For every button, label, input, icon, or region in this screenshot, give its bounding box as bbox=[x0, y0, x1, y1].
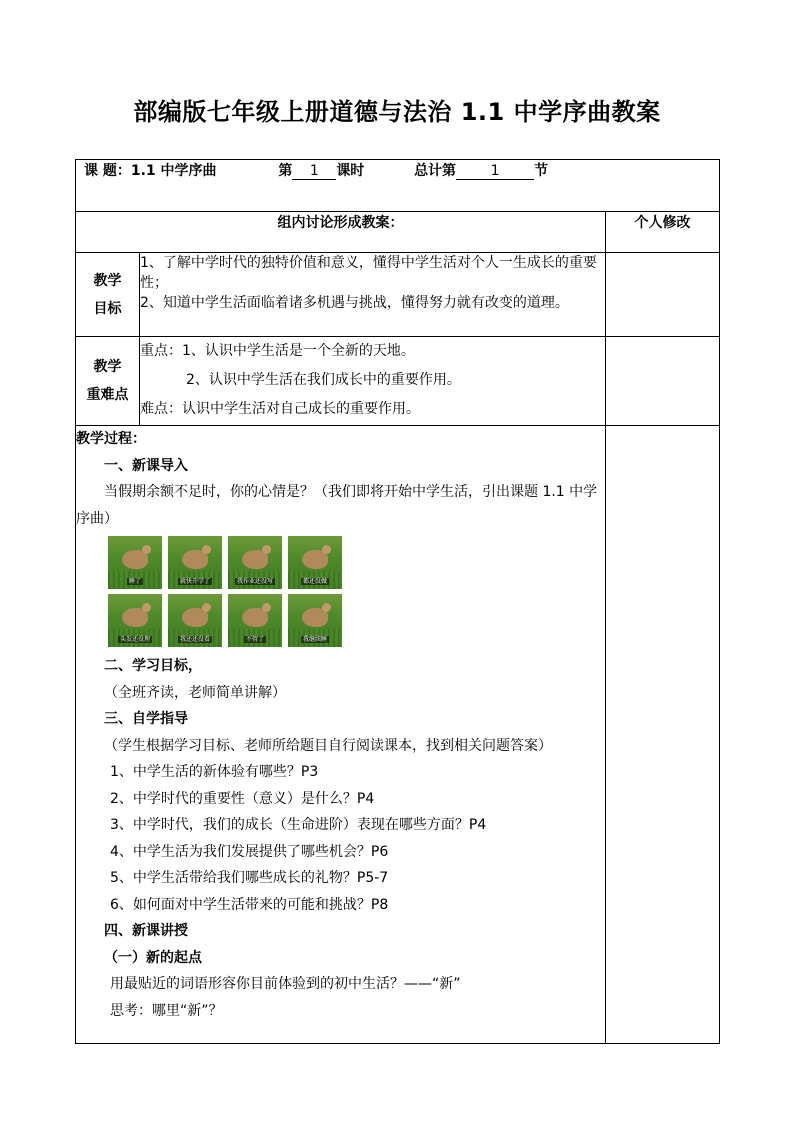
total-suffix: 节 bbox=[534, 163, 549, 179]
document-title: 部编版七年级上册道德与法治 1.1 中学序曲教案 bbox=[133, 98, 661, 126]
section-4-text-2: 思考：哪里“新”？ bbox=[110, 1002, 223, 1019]
topic-label: 课 题： bbox=[84, 163, 131, 179]
goals-row bbox=[76, 253, 720, 337]
meme-thumbnail bbox=[228, 536, 282, 589]
header-cell bbox=[76, 160, 720, 212]
keypoints-row bbox=[76, 337, 720, 426]
keypoints-content bbox=[140, 337, 606, 426]
group-plan-heading: 组内讨论形成教案： bbox=[76, 212, 606, 253]
question-4: 4、中学生活为我们发展提供了哪些机会？P6 bbox=[110, 843, 389, 860]
section-3-title: 三、自学指导 bbox=[104, 711, 188, 727]
section-4-text-1: 用最贴近的词语形容你目前体验到的初中生活？——“新” bbox=[110, 976, 461, 992]
meme-caption: 就快开学了 bbox=[179, 578, 210, 585]
process-heading: 教学过程： bbox=[76, 431, 146, 447]
meme-caption: 睡了 bbox=[128, 578, 141, 585]
meme-thumbnail bbox=[168, 536, 222, 589]
section-2-text: （全班齐读，老师简单讲解） bbox=[104, 684, 286, 701]
section-1-text: 当假期余额不足时，你的心情是？（我们即将开始中学生活，引出课题 1.1 中学序曲） bbox=[76, 484, 598, 527]
keypoints-personal-cell bbox=[606, 337, 720, 426]
meme-thumbnail bbox=[288, 594, 342, 647]
goals-personal-cell bbox=[606, 253, 720, 337]
meme-thumbnail bbox=[288, 536, 342, 589]
keypoint-line-3: 难点：认识中学生活对自己成长的重要作用。 bbox=[140, 401, 420, 417]
meme-thumbnail bbox=[168, 594, 222, 647]
section-3-text: （学生根据学习目标、老师所给题目自行阅读课本，找到相关问题答案） bbox=[104, 737, 552, 754]
goal-item-1: 1、了解中学时代的独特价值和意义，懂得中学生活对个人一生成长的重要性； bbox=[140, 255, 597, 291]
section-1-title: 一、新课导入 bbox=[104, 457, 188, 474]
meme-caption: 我作业还没写 bbox=[236, 578, 273, 585]
section-4-subtitle: （一）新的起点 bbox=[104, 949, 202, 966]
subheader-row bbox=[76, 212, 720, 253]
question-5: 5、中学生活带给我们哪些成长的礼物？P5-7 bbox=[110, 870, 389, 886]
meme-caption: 头发还没理 bbox=[119, 636, 150, 643]
process-personal-cell bbox=[606, 426, 720, 1044]
section-2-title: 二、学习目标， bbox=[104, 658, 202, 674]
meme-gallery bbox=[108, 536, 605, 647]
total-number: 1 bbox=[456, 163, 534, 180]
personal-edit-heading: 个人修改 bbox=[606, 212, 720, 253]
lesson-plan-table bbox=[75, 159, 720, 1044]
goal-item-2: 2、知道中学生活面临着诸多机遇与挑战，懂得努力就有改变的道理。 bbox=[140, 295, 569, 311]
process-content bbox=[76, 426, 606, 1044]
question-3: 3、中学时代，我们的成长（生命进阶）表现在哪些方面？P4 bbox=[110, 817, 487, 833]
meme-caption: 我继续睡 bbox=[302, 636, 327, 643]
goals-content bbox=[140, 253, 606, 337]
question-1: 1、中学生活的新体验有哪些？P3 bbox=[110, 764, 319, 780]
meme-thumbnail bbox=[108, 536, 162, 589]
meme-caption: 不管了 bbox=[245, 636, 264, 643]
goals-label: 教学 目标 bbox=[76, 253, 140, 337]
keypoint-line-1: 重点：1、认识中学生活是一个全新的天地。 bbox=[140, 343, 415, 359]
meme-thumbnail bbox=[108, 594, 162, 647]
total-prefix: 总计第 bbox=[414, 163, 457, 179]
lesson-suffix: 课时 bbox=[336, 163, 365, 179]
topic-value: 1.1 中学序曲 bbox=[130, 163, 217, 179]
question-6: 6、如何面对中学生活带来的可能和挑战？P8 bbox=[110, 896, 389, 913]
meme-caption: 都还没做 bbox=[302, 578, 327, 585]
question-2: 2、中学时代的重要性（意义）是什么？P4 bbox=[110, 790, 375, 807]
lesson-number: 1 bbox=[292, 163, 336, 180]
keypoint-line-2: 2、认识中学生活在我们成长中的重要作用。 bbox=[186, 372, 461, 388]
keypoints-label: 教学 重难点 bbox=[76, 337, 140, 426]
section-4-title: 四、新课讲授 bbox=[104, 923, 188, 939]
header-row bbox=[76, 160, 720, 212]
process-row bbox=[76, 426, 720, 1044]
meme-thumbnail bbox=[228, 594, 282, 647]
lesson-prefix: 第 bbox=[278, 163, 293, 179]
meme-caption: 我还还没看 bbox=[179, 636, 210, 643]
